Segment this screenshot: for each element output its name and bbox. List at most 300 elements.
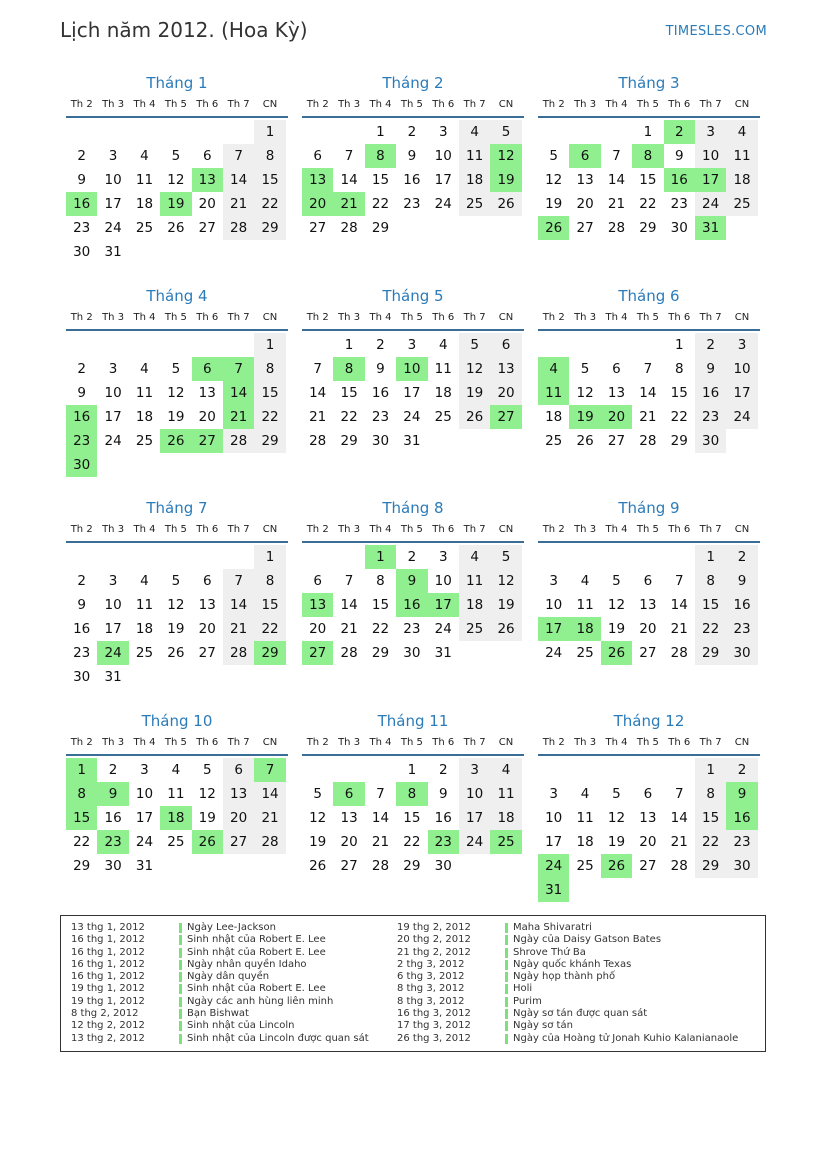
empty-cell xyxy=(223,545,254,569)
brand-link[interactable]: TIMESLES.COM xyxy=(665,24,767,39)
day-cell: 1 xyxy=(254,545,285,569)
day-cell: 16 xyxy=(403,172,421,188)
empty-cell xyxy=(569,333,600,357)
empty-cell xyxy=(632,333,663,357)
day-cell: 12 xyxy=(490,569,521,593)
weekday-label: Th 6 xyxy=(432,524,455,535)
day-cell: 11 xyxy=(576,597,594,613)
empty-cell xyxy=(569,758,600,782)
day-cell: 30 xyxy=(104,858,122,874)
month-12 xyxy=(538,710,760,902)
day-cell: 9 xyxy=(77,385,86,401)
day-cell: 10 xyxy=(695,144,726,168)
day-cell: 11 xyxy=(135,597,154,613)
day-cell: 24 xyxy=(459,830,490,854)
day-cell: 26 xyxy=(490,192,521,216)
day-cell: 13 xyxy=(340,810,358,826)
day-cell: 5 xyxy=(459,333,490,357)
weekday-label: CN xyxy=(498,737,514,748)
day-cell: 13 xyxy=(490,357,521,381)
day-cell: 6 xyxy=(612,361,621,377)
day-cell: 8 xyxy=(674,361,684,377)
day-grid xyxy=(538,758,760,902)
legend-date: 19 thg 1, 2012 xyxy=(71,995,145,1007)
weekday-header xyxy=(538,734,760,756)
day-cell: 28 xyxy=(639,433,657,449)
day-cell: 18 xyxy=(576,834,594,850)
holiday-day-cell: 26 xyxy=(192,830,223,854)
weekday-label: Th 2 xyxy=(306,312,329,323)
day-grid xyxy=(66,758,288,878)
weekday-label: Th 2 xyxy=(542,524,565,535)
weekday-header xyxy=(538,96,760,118)
holiday-day-cell: 17 xyxy=(428,593,459,617)
day-cell: 8 xyxy=(695,782,726,806)
day-cell: 22 xyxy=(371,196,390,212)
holiday-day-cell: 21 xyxy=(223,405,254,429)
day-cell: 13 xyxy=(198,385,216,401)
legend-date: 8 thg 2, 2012 xyxy=(71,1008,139,1020)
day-cell: 29 xyxy=(371,220,390,236)
legend-row xyxy=(397,1033,738,1045)
day-cell: 14 xyxy=(639,385,657,401)
month-name: Tháng 3 xyxy=(618,74,680,92)
day-cell: 25 xyxy=(459,192,490,216)
day-cell: 27 xyxy=(639,858,657,874)
day-cell: 3 xyxy=(549,573,558,589)
weekday-label: CN xyxy=(734,99,750,110)
weekday-label: Th 7 xyxy=(699,312,722,323)
weekday-label: Th 5 xyxy=(164,524,187,535)
holiday-day-cell: 8 xyxy=(66,782,97,806)
day-cell: 14 xyxy=(607,172,626,188)
day-cell: 24 xyxy=(695,192,726,216)
day-cell: 30 xyxy=(695,429,726,453)
empty-cell xyxy=(538,758,569,782)
day-cell: 2 xyxy=(77,573,86,589)
day-cell: 4 xyxy=(140,361,149,377)
weekday-label: Th 5 xyxy=(400,737,423,748)
holiday-day-cell: 13 xyxy=(192,168,223,192)
legend-row xyxy=(71,934,369,946)
day-cell: 7 xyxy=(344,573,354,589)
holiday-day-cell: 15 xyxy=(66,806,97,830)
day-cell: 19 xyxy=(545,196,563,212)
holiday-marker-icon xyxy=(179,984,182,994)
day-cell: 10 xyxy=(434,573,452,589)
day-cell: 5 xyxy=(171,573,181,589)
day-cell: 21 xyxy=(309,409,327,425)
holiday-day-cell: 16 xyxy=(66,192,97,216)
weekday-label: CN xyxy=(262,524,278,535)
day-cell: 16 xyxy=(726,593,757,617)
holiday-marker-icon xyxy=(505,997,508,1007)
month-9 xyxy=(538,497,760,665)
day-cell: 25 xyxy=(135,645,154,661)
day-cell: 16 xyxy=(434,810,452,826)
day-cell: 24 xyxy=(726,405,757,429)
day-cell: 12 xyxy=(167,172,185,188)
weekday-label: Th 4 xyxy=(133,312,156,323)
day-cell: 13 xyxy=(639,810,657,826)
holiday-day-cell: 26 xyxy=(601,854,632,878)
legend-holiday-name: Ngày họp thành phố xyxy=(513,971,616,983)
weekday-label: Th 6 xyxy=(432,737,455,748)
legend-date: 19 thg 1, 2012 xyxy=(71,983,145,995)
day-cell: 29 xyxy=(371,645,390,661)
day-cell: 10 xyxy=(104,597,122,613)
day-cell: 9 xyxy=(674,148,684,164)
day-cell: 1 xyxy=(407,762,417,778)
month-name: Tháng 11 xyxy=(377,712,449,730)
day-cell: 16 xyxy=(695,381,726,405)
day-cell: 1 xyxy=(695,758,726,782)
holiday-day-cell: 7 xyxy=(254,758,285,782)
weekday-label: Th 2 xyxy=(306,99,329,110)
day-cell: 27 xyxy=(223,830,254,854)
day-grid xyxy=(66,333,288,477)
weekday-label: Th 6 xyxy=(196,524,219,535)
month-name: Tháng 10 xyxy=(141,712,213,730)
day-cell: 2 xyxy=(695,333,726,357)
weekday-label: Th 4 xyxy=(369,737,392,748)
weekday-label: Th 2 xyxy=(306,524,329,535)
day-cell: 15 xyxy=(254,381,285,405)
empty-cell xyxy=(160,333,191,357)
day-cell: 20 xyxy=(198,409,216,425)
weekday-header xyxy=(302,309,524,331)
day-cell: 8 xyxy=(254,144,285,168)
day-cell: 17 xyxy=(459,806,490,830)
day-cell: 10 xyxy=(545,810,563,826)
month-11 xyxy=(302,710,524,878)
day-cell: 9 xyxy=(407,148,417,164)
holiday-day-cell: 13 xyxy=(302,593,333,617)
day-cell: 21 xyxy=(639,409,657,425)
day-cell: 22 xyxy=(254,617,285,641)
day-grid xyxy=(538,545,760,665)
legend-holiday-name: Ngày của Hoàng tử Jonah Kuhio Kalanianaole xyxy=(513,1032,739,1044)
weekday-label: Th 5 xyxy=(164,312,187,323)
day-cell: 17 xyxy=(545,834,563,850)
holiday-day-cell: 20 xyxy=(601,405,632,429)
day-cell: 6 xyxy=(313,573,322,589)
empty-cell xyxy=(66,120,97,144)
holiday-day-cell: 14 xyxy=(223,381,254,405)
day-cell: 25 xyxy=(135,433,154,449)
day-cell: 6 xyxy=(643,786,653,802)
day-cell: 19 xyxy=(459,381,490,405)
legend-date: 2 thg 3, 2012 xyxy=(397,958,465,970)
day-cell: 29 xyxy=(403,858,421,874)
legend-date: 21 thg 2, 2012 xyxy=(397,946,471,958)
empty-cell xyxy=(333,120,364,144)
day-cell: 23 xyxy=(726,617,757,641)
day-cell: 26 xyxy=(490,617,521,641)
empty-cell xyxy=(66,333,97,357)
day-cell: 21 xyxy=(223,192,254,216)
legend-holiday-name: Ngày Lee-Jackson xyxy=(187,922,276,933)
holiday-day-cell: 19 xyxy=(160,192,191,216)
empty-cell xyxy=(538,333,569,357)
day-cell: 9 xyxy=(438,786,448,802)
weekday-label: Th 6 xyxy=(196,737,219,748)
weekday-label: Th 6 xyxy=(432,312,455,323)
holiday-marker-icon xyxy=(505,948,508,958)
day-grid xyxy=(302,545,524,665)
weekday-header xyxy=(302,734,524,756)
day-cell: 6 xyxy=(643,573,653,589)
legend-row xyxy=(71,971,369,983)
day-cell: 24 xyxy=(403,409,421,425)
empty-cell xyxy=(129,545,160,569)
month-5 xyxy=(302,285,524,453)
day-cell: 6 xyxy=(490,333,521,357)
legend-row xyxy=(71,1020,369,1032)
weekday-label: Th 5 xyxy=(400,99,423,110)
day-cell: 29 xyxy=(670,433,688,449)
weekday-label: Th 7 xyxy=(463,524,486,535)
holiday-day-cell: 6 xyxy=(333,782,364,806)
day-cell: 27 xyxy=(198,220,216,236)
day-cell: 1 xyxy=(344,337,354,353)
empty-cell xyxy=(97,545,128,569)
day-cell: 3 xyxy=(459,758,490,782)
holiday-day-cell: 23 xyxy=(428,830,459,854)
day-cell: 28 xyxy=(309,433,327,449)
legend-date: 12 thg 2, 2012 xyxy=(71,1020,145,1032)
month-2 xyxy=(302,72,524,240)
weekday-header xyxy=(66,96,288,118)
day-cell: 9 xyxy=(695,357,726,381)
holiday-marker-icon xyxy=(179,948,182,958)
holiday-day-cell: 13 xyxy=(302,168,333,192)
weekday-label: Th 4 xyxy=(605,312,628,323)
day-cell: 11 xyxy=(167,786,185,802)
legend-row xyxy=(397,959,738,971)
day-cell: 17 xyxy=(104,621,122,637)
legend-holiday-name: Bạn Bishwat xyxy=(187,1008,249,1020)
day-cell: 2 xyxy=(108,762,118,778)
empty-cell xyxy=(223,120,254,144)
day-cell: 26 xyxy=(459,405,490,429)
legend-column-left xyxy=(71,922,369,1045)
day-cell: 11 xyxy=(135,385,154,401)
holiday-day-cell: 18 xyxy=(160,806,191,830)
weekday-header xyxy=(538,309,760,331)
legend-row xyxy=(397,971,738,983)
legend-holiday-name: Sinh nhật của Robert E. Lee xyxy=(187,983,326,995)
weekday-label: Th 4 xyxy=(133,737,156,748)
day-cell: 4 xyxy=(140,148,149,164)
holiday-day-cell: 27 xyxy=(192,429,223,453)
empty-cell xyxy=(302,333,333,357)
day-cell: 15 xyxy=(371,172,390,188)
holiday-day-cell: 23 xyxy=(97,830,128,854)
weekday-label: Th 6 xyxy=(196,312,219,323)
legend-date: 13 thg 1, 2012 xyxy=(71,922,145,933)
day-cell: 17 xyxy=(104,196,122,212)
day-cell: 15 xyxy=(254,168,285,192)
day-cell: 5 xyxy=(580,361,590,377)
day-cell: 18 xyxy=(459,168,490,192)
day-cell: 27 xyxy=(576,220,594,236)
legend-date: 17 thg 3, 2012 xyxy=(397,1020,471,1032)
legend-date: 6 thg 3, 2012 xyxy=(397,971,465,983)
month-name: Tháng 12 xyxy=(613,712,685,730)
day-cell: 3 xyxy=(695,120,726,144)
day-cell: 6 xyxy=(313,148,322,164)
holiday-day-cell: 19 xyxy=(569,405,600,429)
weekday-label: Th 7 xyxy=(227,312,250,323)
day-cell: 31 xyxy=(434,645,452,661)
month-1 xyxy=(66,72,288,264)
day-cell: 4 xyxy=(459,545,490,569)
legend-holiday-name: Holi xyxy=(513,983,533,995)
legend-holiday-name: Sinh nhật của Lincoln được quan sát xyxy=(187,1032,369,1044)
weekday-label: Th 2 xyxy=(70,524,93,535)
day-grid xyxy=(302,333,524,453)
day-cell: 13 xyxy=(223,782,254,806)
holiday-day-cell: 24 xyxy=(538,854,569,878)
weekday-label: Th 3 xyxy=(574,312,597,323)
holiday-day-cell: 4 xyxy=(538,357,569,381)
day-cell: 24 xyxy=(104,433,122,449)
day-cell: 23 xyxy=(695,405,726,429)
day-cell: 14 xyxy=(670,810,688,826)
day-cell: 6 xyxy=(202,573,212,589)
legend-row xyxy=(397,983,738,995)
day-cell: 8 xyxy=(376,573,385,589)
day-cell: 12 xyxy=(167,385,185,401)
day-cell: 31 xyxy=(403,433,421,449)
day-cell: 3 xyxy=(407,337,417,353)
day-cell: 25 xyxy=(434,409,452,425)
weekday-label: Th 7 xyxy=(699,524,722,535)
day-cell: 17 xyxy=(135,810,154,826)
day-cell: 29 xyxy=(340,433,358,449)
legend-column-right xyxy=(397,922,738,1045)
legend-holiday-name: Sinh nhật của Robert E. Lee xyxy=(187,934,326,946)
weekday-header xyxy=(302,96,524,118)
day-cell: 28 xyxy=(223,641,254,665)
weekday-label: CN xyxy=(734,312,750,323)
day-cell: 24 xyxy=(135,834,154,850)
day-cell: 2 xyxy=(77,148,86,164)
holiday-day-cell: 10 xyxy=(396,357,427,381)
weekday-header xyxy=(66,734,288,756)
day-cell: 21 xyxy=(607,196,626,212)
legend-row xyxy=(71,922,369,934)
holiday-day-cell: 2 xyxy=(664,120,695,144)
legend-date: 8 thg 3, 2012 xyxy=(397,983,465,995)
day-cell: 27 xyxy=(198,645,216,661)
day-cell: 22 xyxy=(340,409,358,425)
weekday-header xyxy=(302,521,524,543)
day-cell: 28 xyxy=(223,216,254,240)
weekday-label: CN xyxy=(262,312,278,323)
day-cell: 14 xyxy=(254,782,285,806)
month-name: Tháng 4 xyxy=(146,287,208,305)
month-name: Tháng 9 xyxy=(618,499,680,517)
day-cell: 20 xyxy=(340,834,358,850)
day-cell: 15 xyxy=(340,385,358,401)
month-name: Tháng 5 xyxy=(382,287,444,305)
day-cell: 10 xyxy=(104,172,122,188)
day-cell: 26 xyxy=(167,645,185,661)
weekday-label: Th 5 xyxy=(400,312,423,323)
day-cell: 19 xyxy=(167,621,185,637)
day-cell: 17 xyxy=(104,409,122,425)
day-cell: 29 xyxy=(254,216,285,240)
day-cell: 24 xyxy=(434,621,452,637)
legend-row xyxy=(71,959,369,971)
legend-row xyxy=(397,922,738,934)
day-cell: 28 xyxy=(670,645,688,661)
weekday-label: Th 4 xyxy=(369,524,392,535)
day-cell: 19 xyxy=(198,810,216,826)
holiday-marker-icon xyxy=(179,935,182,945)
month-10 xyxy=(66,710,288,878)
day-cell: 12 xyxy=(545,172,563,188)
day-grid xyxy=(66,545,288,689)
holiday-day-cell: 17 xyxy=(695,168,726,192)
day-cell: 14 xyxy=(340,597,358,613)
holiday-day-cell: 27 xyxy=(490,405,521,429)
legend-holiday-name: Maha Shivaratri xyxy=(513,922,592,933)
day-cell: 21 xyxy=(670,834,688,850)
empty-cell xyxy=(664,545,695,569)
day-cell: 6 xyxy=(202,148,212,164)
weekday-label: Th 6 xyxy=(668,737,691,748)
weekday-label: Th 2 xyxy=(542,312,565,323)
day-cell: 20 xyxy=(639,621,657,637)
day-cell: 3 xyxy=(726,333,757,357)
weekday-header xyxy=(66,309,288,331)
empty-cell xyxy=(333,545,364,569)
holiday-day-cell: 8 xyxy=(333,357,364,381)
holiday-day-cell: 6 xyxy=(192,357,223,381)
day-cell: 20 xyxy=(223,806,254,830)
holiday-marker-icon xyxy=(179,923,182,933)
day-cell: 7 xyxy=(344,148,354,164)
day-cell: 5 xyxy=(549,148,558,164)
day-cell: 1 xyxy=(254,120,285,144)
day-cell: 25 xyxy=(576,645,594,661)
weekday-label: Th 3 xyxy=(338,99,361,110)
day-cell: 5 xyxy=(612,573,621,589)
weekday-label: Th 6 xyxy=(196,99,219,110)
empty-cell xyxy=(365,758,396,782)
day-cell: 18 xyxy=(726,168,757,192)
day-cell: 15 xyxy=(403,810,421,826)
day-cell: 3 xyxy=(108,361,118,377)
holiday-day-cell: 24 xyxy=(97,641,128,665)
day-cell: 18 xyxy=(135,409,154,425)
empty-cell xyxy=(569,545,600,569)
weekday-label: CN xyxy=(734,524,750,535)
holiday-marker-icon xyxy=(179,1034,182,1044)
day-cell: 16 xyxy=(73,621,91,637)
legend-row xyxy=(71,996,369,1008)
legend-holiday-name: Ngày nhân quyền Idaho xyxy=(187,958,307,970)
day-cell: 24 xyxy=(434,196,452,212)
holiday-day-cell: 31 xyxy=(695,216,726,240)
month-4 xyxy=(66,285,288,477)
weekday-label: Th 2 xyxy=(542,737,565,748)
legend-row xyxy=(397,1008,738,1020)
legend-date: 16 thg 1, 2012 xyxy=(71,946,145,958)
